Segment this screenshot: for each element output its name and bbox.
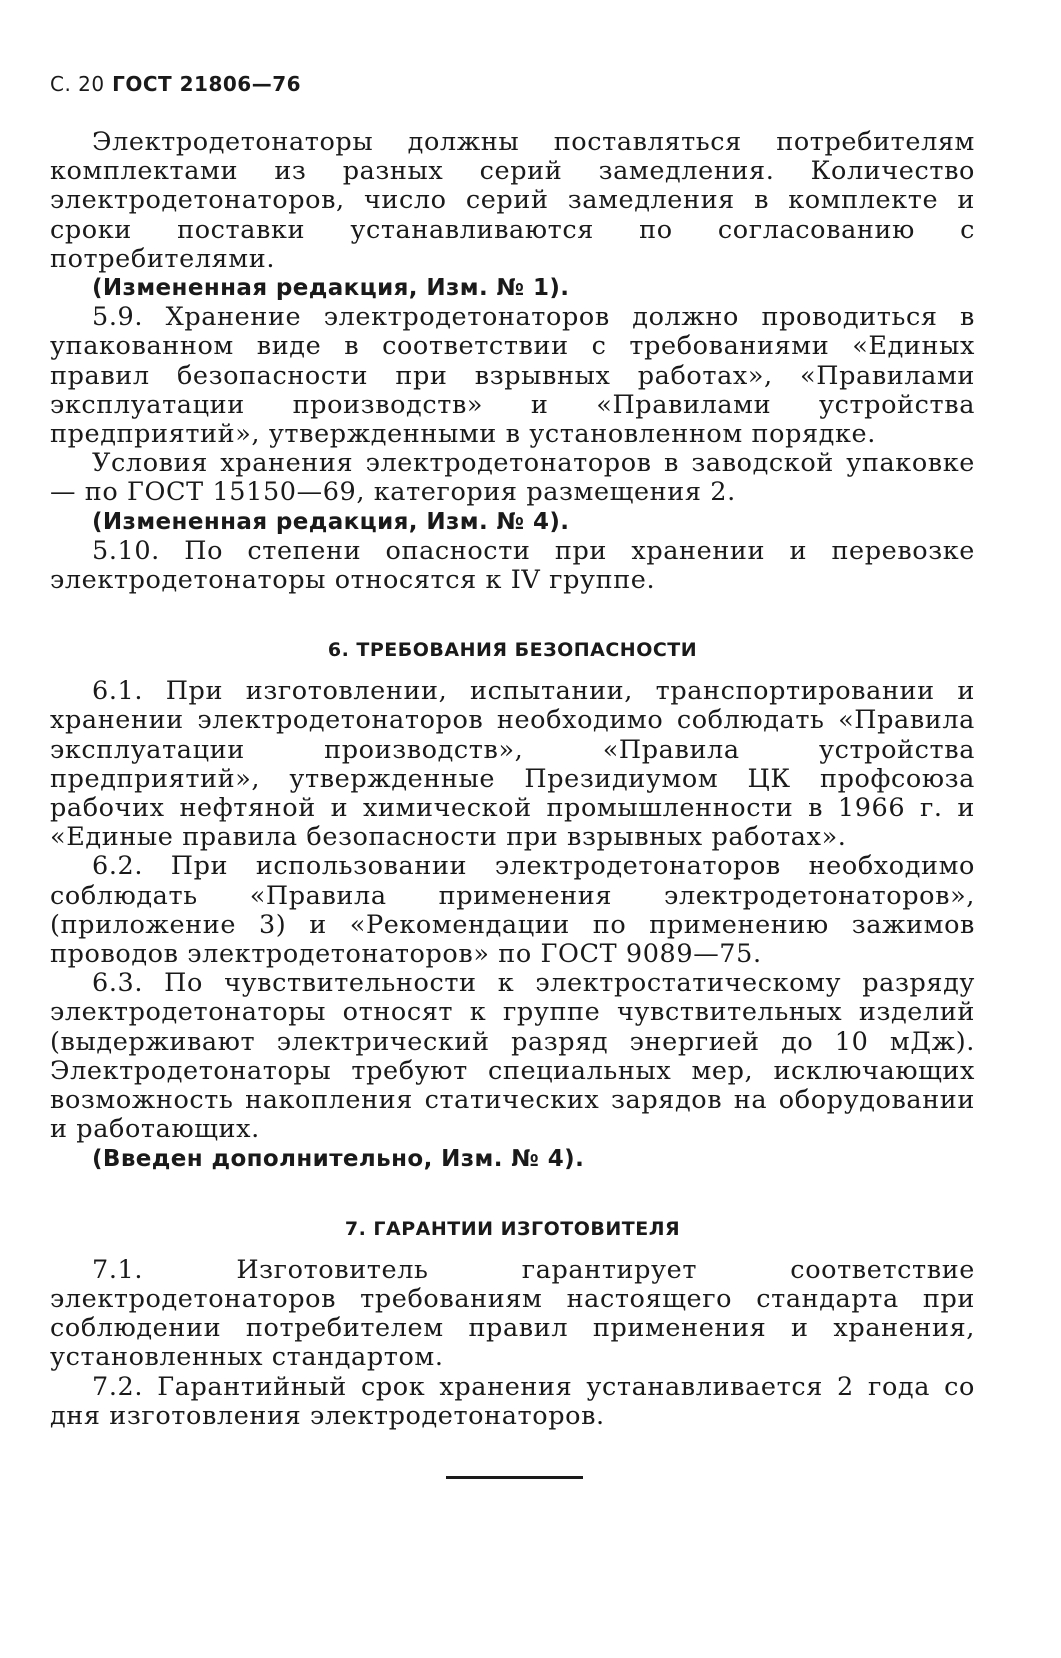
page-number: С. 20	[50, 72, 105, 96]
paragraph-5-10: 5.10. По степени опасности при хранении и перевозке электродетонаторы относятся к IV группе.	[50, 535, 975, 596]
amendment-note: (Введен дополнительно, Изм. № 4).	[92, 1145, 585, 1172]
paragraph-storage-conditions: Условия хранения электродетонаторов в заводской упаковке— по ГОСТ 15150—69, категория размещения 2.	[50, 448, 975, 508]
standard-code: ГОСТ 21806—76	[112, 72, 302, 96]
paragraph-6-2: 6.2. При использовании электродетонаторов необходимо соблюдать «Правила применения электродетонаторов», (приложение 3) и «Рекомендации по применению зажимов проводов электродетонаторов» по ГОСТ 9089—75.	[50, 851, 975, 970]
section-6-title: 6. ТРЕБОВАНИЯ БЕЗОПАСНОСТИ	[327, 639, 698, 662]
page-header	[50, 72, 301, 96]
paragraph-6-1: 6.1. При изготовлении, испытании, транспортировании и хранении электродетонаторов необходимо соблюдать «Правила эксплуатации производств», «Правила устройства предприятий», утвержденные Президиумом ЦК профсоюза рабочих нефтяной и химической промышленности в 1966 г. и «Единые правила безопасности при взрывных работах».	[50, 676, 975, 853]
paragraph-6-3: 6.3. По чувствительности к электростатическому разряду электродетонаторы относят к группе чувствительных изделий (выдерживают электрический разряд энергией до 10 мДж). Электродетонаторы требуют специальных мер, исключающих возможность накопления статических зарядов на оборудовании и работающих.	[50, 968, 975, 1145]
amendment-note: (Измененная редакция, Изм. № 4).	[92, 508, 570, 535]
paragraph-7-1: 7.1. Изготовитель гарантирует соответствие электродетонаторов требованиям настоящего стандарта при соблюдении потребителем правил применения и хранения, установленных стандартом.	[50, 1254, 975, 1373]
paragraph-7-2: 7.2. Гарантийный срок хранения устанавливается 2 года со дня изготовления электродетонаторов.	[50, 1371, 975, 1431]
end-rule	[446, 1476, 583, 1479]
paragraph-5-9: 5.9. Хранение электродетонаторов должно проводиться в упакованном виде в соответствии с требованиями «Единых правил безопасности при взрывных работах», «Правилами эксплуатации производств» и «Правилами устройства предприятий», утвержденными в установленном порядке.	[50, 302, 975, 450]
section-7-title: 7. ГАРАНТИИ ИЗГОТОВИТЕЛЯ	[344, 1217, 681, 1240]
document-body	[50, 128, 975, 1431]
paragraph-delivery: Электродетонаторы должны поставляться потребителям комплектами из разных серий замедления. Количество электродетонаторов, число серий замедления в комплекте и сроки поставки устанавливаются по согласованию с потребителями.	[50, 127, 975, 274]
amendment-note: (Измененная редакция, Изм. № 1).	[92, 275, 570, 302]
